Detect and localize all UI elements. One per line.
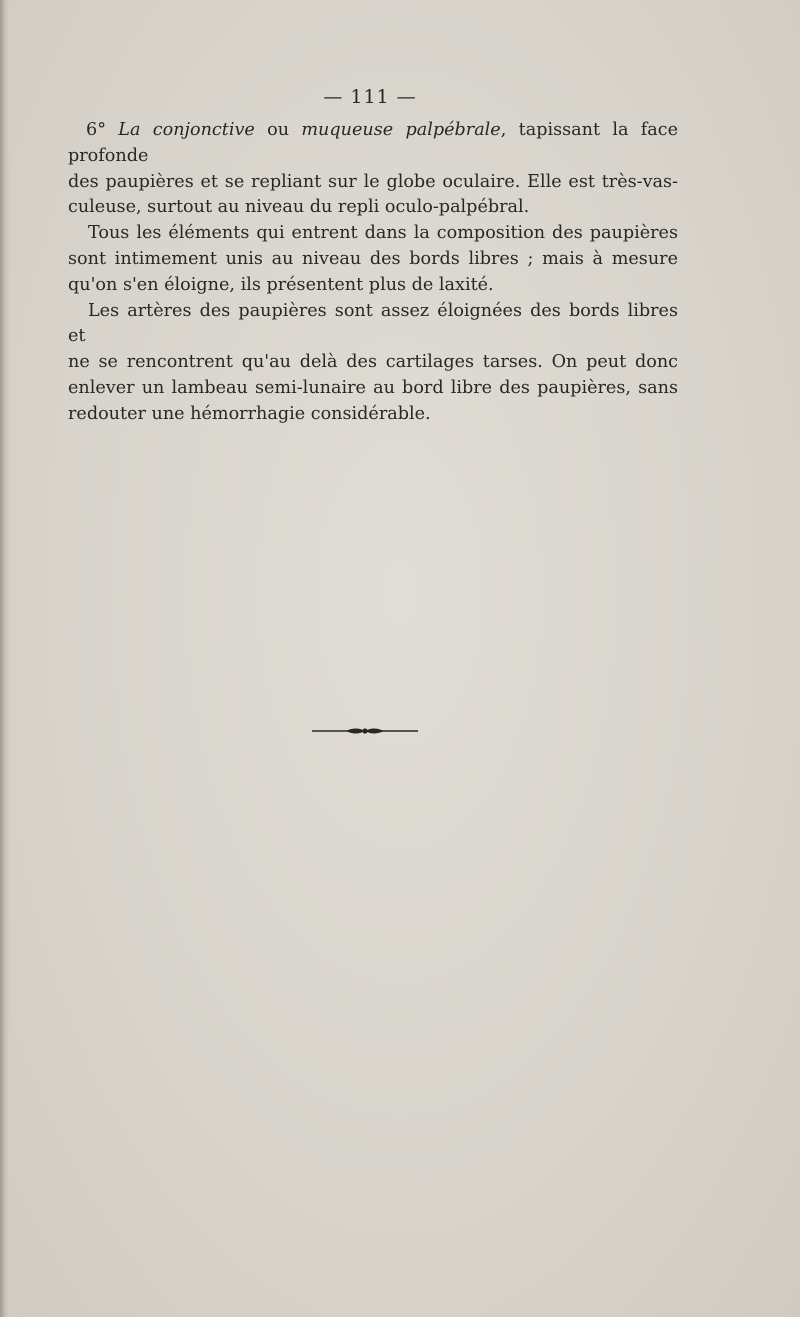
page-number-header: — 111 — (323, 86, 417, 108)
text-run: qu'on s'en éloigne, ils présentent plus de laxité. (68, 274, 494, 295)
text-line (68, 221, 678, 247)
text-run: redouter une hémorrhagie considérable. (68, 403, 431, 424)
text-run: culeuse, surtout au niveau du repli oculo-palpébral. (68, 197, 530, 218)
text-run: 6° (86, 120, 119, 140)
text-line (68, 402, 678, 428)
ornament-divider (312, 722, 418, 740)
text-run: Les artères des paupières sont assez éloignées des bords libres et (68, 300, 678, 347)
text-line (68, 118, 678, 170)
text-line (68, 170, 678, 196)
text-line (68, 350, 678, 376)
text-run: des paupières et se repliant sur le globe oculaire. Elle est très-vas- (68, 171, 678, 192)
italic-term: muqueuse palpébrale (301, 120, 501, 140)
text-body (68, 118, 678, 428)
paragraph (68, 299, 678, 428)
text-run: , tapissant la face profonde (68, 120, 679, 166)
text-line (68, 299, 678, 351)
text-line (68, 273, 678, 299)
paragraph (68, 118, 678, 221)
text-run: ne se rencontrent qu'au delà des cartilages tarses. On peut donc (68, 352, 678, 373)
italic-term: La conjonctive (118, 120, 255, 140)
text-run: enlever un lambeau semi-lunaire au bord libre des paupières, sans (68, 377, 678, 398)
text-line (68, 376, 678, 402)
text-run: ou (254, 120, 302, 140)
text-line (68, 247, 678, 273)
text-run: Tous les éléments qui entrent dans la composition des paupières (88, 223, 678, 244)
paragraph (68, 221, 678, 298)
text-run: sont intimement unis au niveau des bords libres ; mais à mesure (68, 248, 678, 269)
text-line (68, 195, 678, 221)
binding-edge (0, 0, 10, 1317)
